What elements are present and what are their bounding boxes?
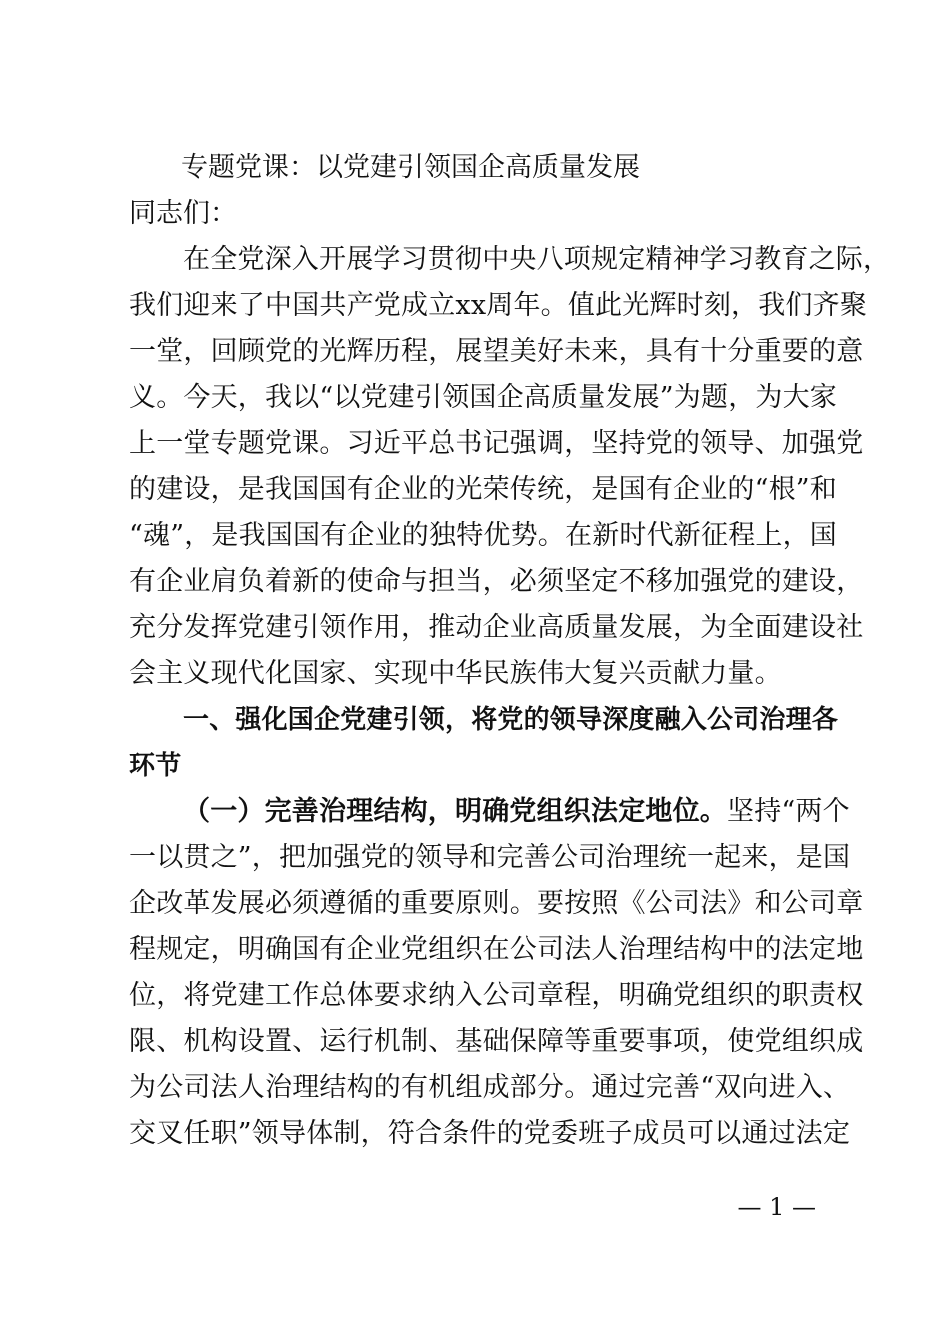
section-paragraph-line: 为公司法人治理结构的有机组成部分。通过完善“双向进入、: [129, 1072, 851, 1103]
section-paragraph-line: 位，将党建工作总体要求纳入公司章程，明确党组织的职责权: [129, 980, 864, 1011]
intro-line: 我们迎来了中国共产党成立xx周年。值此光辉时刻，我们齐聚: [129, 290, 868, 321]
intro-line: 上一堂专题党课。习近平总书记强调，坚持党的领导、加强党: [129, 428, 864, 459]
intro-line: 会主义现代化国家、实现中华民族伟大复兴贡献力量。: [129, 658, 782, 689]
section-paragraph-line: 企改革发展必须遵循的重要原则。要按照《公司法》和公司章: [129, 888, 864, 919]
intro-line: 有企业肩负着新的使命与担当，必须坚定不移加强党的建设，: [129, 566, 864, 597]
section-1-paragraph: [129, 789, 864, 1157]
section-paragraph-line: 程规定，明确国有企业党组织在公司法人治理结构中的法定地: [129, 934, 864, 965]
intro-line: 的建设，是我国国有企业的光荣传统，是国有企业的“根”和: [129, 474, 838, 505]
paragraph-text: 坚持“两个: [727, 796, 850, 827]
section-paragraph-line: 交叉任职”领导体制，符合条件的党委班子成员可以通过法定: [129, 1118, 851, 1149]
section-paragraph-line: 限、机构设置、运行机制、基础保障等重要事项，使党组织成: [129, 1026, 864, 1057]
section-heading-line: 一、强化国企党建引领，将党的领导深度融入公司治理各: [183, 705, 839, 735]
greeting: 同志们：: [129, 198, 237, 229]
section-heading-line: 环节: [129, 751, 182, 781]
section-1-heading: [129, 697, 839, 789]
intro-line: 一堂，回顾党的光辉历程，展望美好未来，具有十分重要的意: [129, 336, 864, 367]
intro-line: 充分发挥党建引领作用，推动企业高质量发展，为全面建设社: [129, 612, 864, 643]
document-title: 专题党课：以党建引领国企高质量发展: [181, 152, 640, 183]
page-number: — 1 —: [737, 1193, 816, 1221]
section-paragraph-first-line: [129, 789, 850, 835]
section-paragraph-line: 一以贯之”，把加强党的领导和完善公司治理统一起来，是国: [129, 842, 851, 873]
document-body: [129, 145, 891, 1157]
intro-paragraph: [129, 237, 891, 697]
intro-line: “魂”，是我国国有企业的独特优势。在新时代新征程上，国: [129, 520, 838, 551]
intro-line: 在全党深入开展学习贯彻中央八项规定精神学习教育之际，: [183, 244, 891, 275]
intro-line: 义。今天，我以“以党建引领国企高质量发展”为题，为大家: [129, 382, 838, 413]
sub-heading: （一）完善治理结构，明确党组织法定地位。: [183, 796, 727, 827]
